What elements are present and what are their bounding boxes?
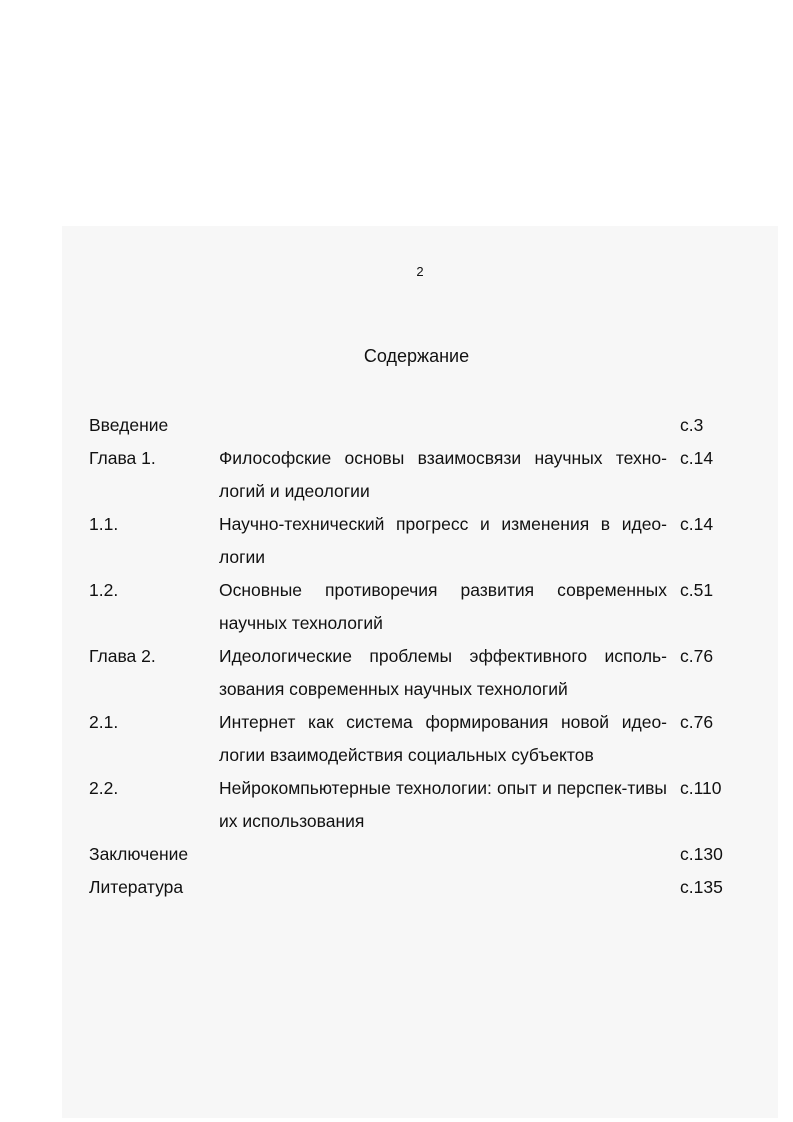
toc-entry-page: с.130	[680, 844, 723, 864]
toc-entry-label: 2.2.	[89, 778, 119, 798]
toc-entry-page: с.135	[680, 877, 723, 897]
toc-entry-title: Идеологические проблемы эффективного исполь-зования современных научных технологий	[219, 646, 667, 699]
toc-entry-label: 1.2.	[89, 580, 119, 600]
toc-entry-page: с.76	[680, 646, 714, 666]
toc-entry-references	[89, 871, 739, 904]
toc-entry-conclusion	[89, 838, 739, 871]
toc-entry-page: с.14	[680, 448, 714, 468]
toc-entry-chapter-1	[89, 442, 739, 508]
toc-entry-title	[219, 871, 667, 904]
table-of-contents	[89, 409, 739, 904]
toc-entry-section-1-1	[89, 508, 739, 574]
toc-entry-page: с.51	[680, 580, 714, 600]
toc-entry-title	[219, 838, 667, 871]
toc-entry-page: с.3	[680, 415, 704, 435]
toc-entry-label: Глава 2.	[89, 646, 156, 666]
toc-entry-label: Введение	[89, 415, 169, 435]
toc-entry-title: Нейрокомпьютерные технологии: опыт и перспек-тивы их использования	[219, 778, 667, 831]
toc-entry-section-2-1	[89, 706, 739, 772]
toc-entry-title: Философские основы взаимосвязи научных техно-логий и идеологии	[219, 448, 667, 501]
toc-entry-chapter-2	[89, 640, 739, 706]
toc-entry-introduction	[89, 409, 739, 442]
toc-entry-title: Научно-технический прогресс и изменения в идео-логии	[219, 514, 667, 567]
page-number: 2	[416, 264, 424, 279]
toc-entry-page: с.110	[680, 778, 722, 798]
toc-entry-section-1-2	[89, 574, 739, 640]
toc-entry-label: Заключение	[89, 844, 189, 864]
toc-entry-label: 1.1.	[89, 514, 119, 534]
toc-entry-label: 2.1.	[89, 712, 119, 732]
toc-entry-page: с.76	[680, 712, 714, 732]
toc-entry-page: с.14	[680, 514, 714, 534]
toc-entry-label: Литература	[89, 877, 184, 897]
page-title: Содержание	[363, 346, 470, 366]
toc-entry-title: Интернет как система формирования новой идео-логии взаимодействия социальных субъектов	[219, 712, 667, 765]
toc-entry-title	[219, 409, 667, 442]
toc-entry-label: Глава 1.	[89, 448, 156, 468]
toc-entry-title: Основные противоречия развития современных научных технологий	[219, 580, 667, 633]
toc-entry-section-2-2	[89, 772, 739, 838]
